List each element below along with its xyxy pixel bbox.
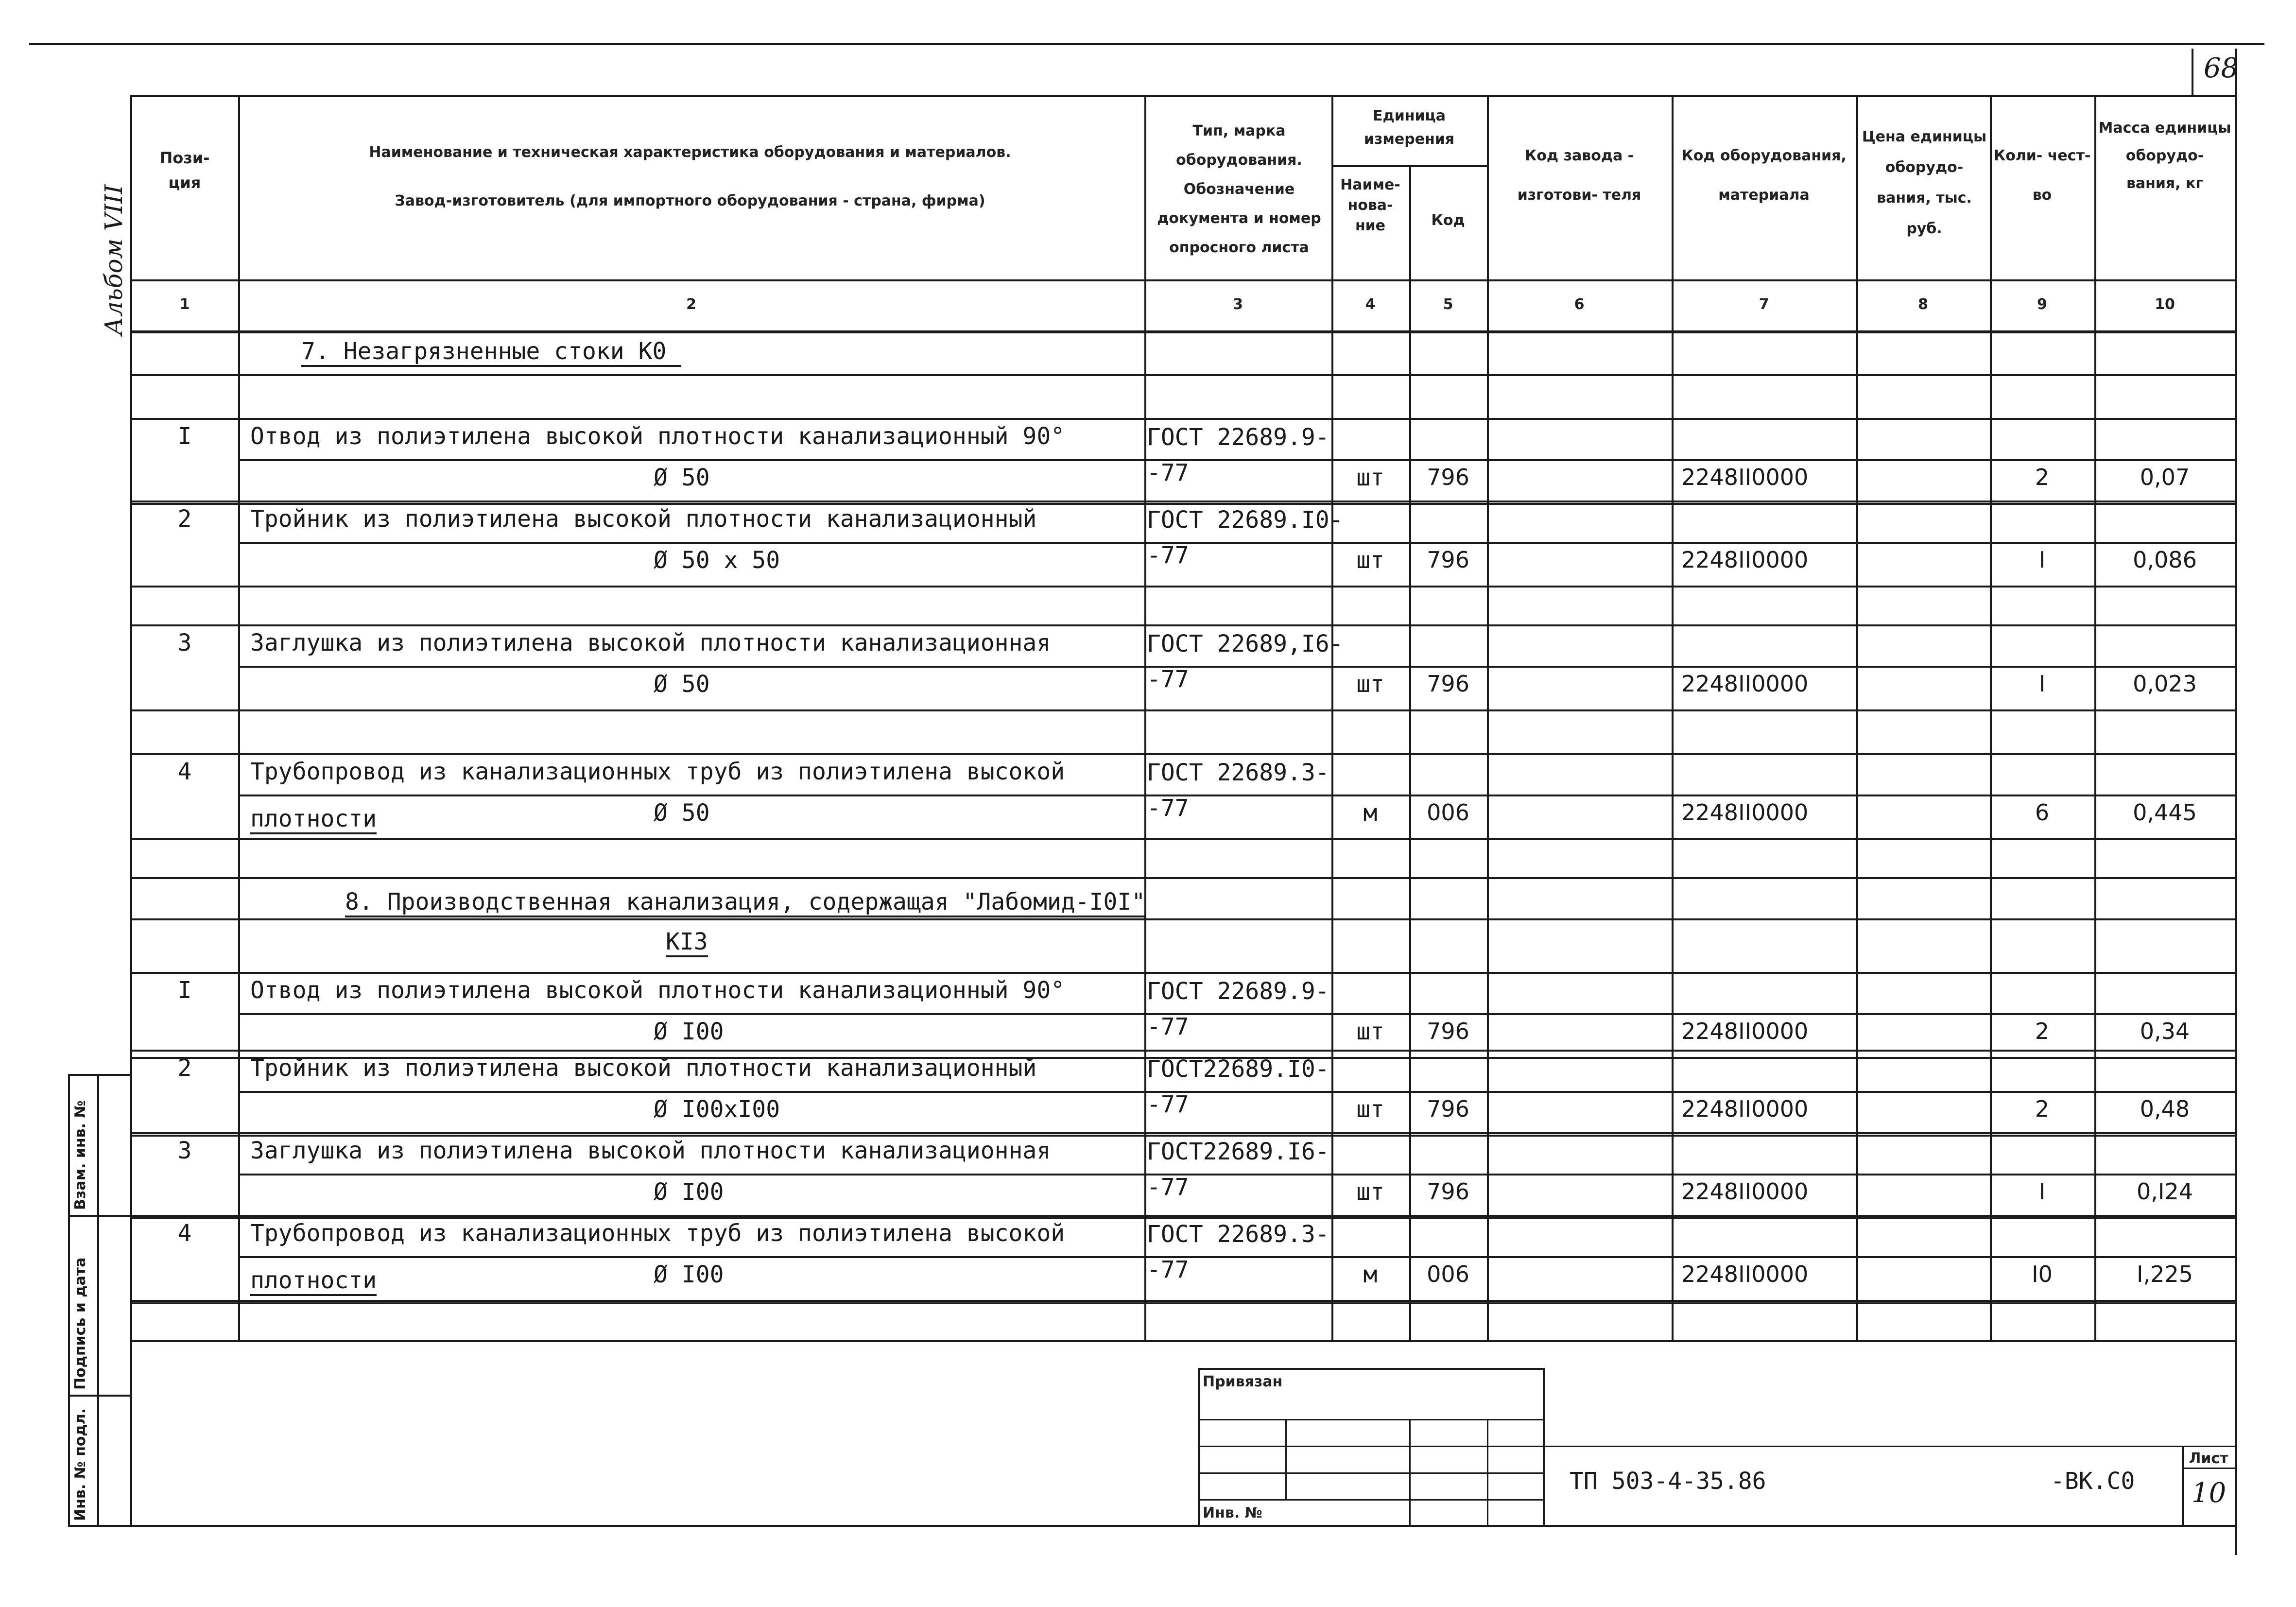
item-quantity: 2 [2035, 464, 2050, 490]
stamp-inv-no: Инв. № [1203, 1504, 1262, 1521]
section8-title-code: КI3 [666, 928, 708, 957]
item-position: 3 [177, 629, 192, 657]
row-line [131, 374, 2235, 376]
item-unit-code: 796 [1427, 1178, 1469, 1205]
item-gost-cont: -77 [1147, 1091, 1189, 1118]
stamp-top-line [1198, 1368, 1543, 1370]
colnum-8: 8 [1918, 296, 1928, 313]
row-line [131, 501, 2235, 502]
item-name: Тройник из полиэтилена высокой плотности канализационный [250, 1054, 1037, 1082]
stamp-line-a [1198, 1419, 1543, 1420]
item-unit-code: 796 [1427, 671, 1469, 697]
col-sep-2 [1144, 95, 1146, 1340]
colnum-6: 6 [1574, 296, 1585, 313]
item-quantity: I [2038, 1178, 2046, 1205]
item-gost-cont: -77 [1147, 1174, 1189, 1201]
hdr-col4: Наиме- нова- ние [1340, 176, 1400, 234]
row-line [131, 503, 2235, 505]
item-quantity: I [2038, 671, 2046, 697]
item-name: Отвод из полиэтилена высокой плотности канализационный 90° [250, 977, 1065, 1004]
col-sep-4 [1409, 165, 1411, 1340]
album-label: Альбом VIII [100, 184, 128, 335]
item-mass: I,225 [2137, 1261, 2193, 1287]
row-line [131, 1302, 2235, 1304]
doc-suffix: -ВК.С0 [2051, 1468, 2135, 1495]
item-name: Трубопровод из канализационных труб из полиэтилена высокой [250, 1220, 1065, 1247]
item-mass: 0,07 [2140, 464, 2190, 490]
stamp-line-c [1198, 1472, 1543, 1474]
item-gost: ГОСТ 22689.3- [1147, 1221, 1329, 1248]
item-unit: шт [1356, 1096, 1384, 1123]
hdr-col8: Цена единицы оборудо- вания, тыс. руб. [1862, 128, 1987, 237]
item-quantity: 2 [2035, 1018, 2050, 1044]
item-gost: ГОСТ 22689.I0- [1147, 506, 1344, 534]
item-size: Ø I00 [654, 1018, 724, 1045]
item-gost: ГОСТ 22689.3- [1147, 759, 1329, 786]
hdr-col2-line1: Наименование и техническая характеристика оборудования и материалов. [369, 144, 1011, 161]
frame-right [2235, 49, 2237, 1555]
row-line [238, 542, 2235, 544]
row-line [131, 1135, 2235, 1137]
item-gost-cont: -77 [1147, 1013, 1189, 1040]
item-material-code: 2248II0000 [1681, 1178, 1809, 1205]
item-unit: шт [1356, 1018, 1384, 1045]
item-position: 4 [177, 758, 192, 785]
item-name: Отвод из полиэтилена высокой плотности канализационный 90° [250, 423, 1065, 450]
side-stamp-sep1 [68, 1215, 131, 1217]
item-size: Ø 50 [654, 799, 710, 827]
colnum-5: 5 [1443, 296, 1453, 313]
item-gost: ГОСТ22689.I6- [1147, 1138, 1329, 1165]
hdr-col3: Тип, марка оборудования. Обозначение документа и номер опросного листа [1157, 122, 1321, 256]
item-name-cont: плотности [250, 1267, 377, 1296]
hdr-col9: Коли- чест- во [1993, 147, 2091, 204]
hdr-col10: Масса единицы оборудо- вания, кг [2098, 120, 2231, 192]
row-line [238, 1091, 2235, 1093]
item-gost: ГОСТ22689.I0- [1147, 1055, 1329, 1083]
row-line [238, 1013, 2235, 1015]
title-block-line [1543, 1446, 2235, 1447]
stamp-line-b [1198, 1446, 1543, 1447]
item-position: I [177, 423, 192, 450]
row-line [238, 666, 2235, 668]
col-sep-7 [1856, 95, 1858, 1340]
item-mass: 0,023 [2133, 671, 2197, 697]
side-podpis: Подпись и дата [72, 1257, 89, 1390]
sheet-number: 10 [2192, 1477, 2227, 1509]
header-bottom [131, 279, 2235, 281]
item-material-code: 2248II0000 [1681, 671, 1809, 697]
item-unit: м [1363, 799, 1378, 827]
col-sep-1 [238, 95, 240, 1340]
item-material-code: 2248II0000 [1681, 464, 1809, 490]
colnum-1: 1 [179, 296, 190, 313]
stamp-col-a [1285, 1419, 1287, 1499]
item-mass: 0,48 [2140, 1096, 2190, 1122]
item-gost-cont: -77 [1147, 666, 1189, 693]
colnum-3: 3 [1233, 296, 1243, 313]
hdr-col6: Код завода - изготови- теля [1517, 147, 1641, 204]
item-quantity: 2 [2035, 1096, 2050, 1122]
colnum-7: 7 [1759, 296, 1769, 313]
item-gost-cont: -77 [1147, 1256, 1189, 1283]
item-unit-code: 796 [1427, 1096, 1469, 1122]
row-line [131, 586, 2235, 588]
item-gost-cont: -77 [1147, 795, 1189, 822]
item-unit: шт [1356, 1178, 1384, 1206]
item-unit: шт [1356, 671, 1384, 698]
item-name: Тройник из полиэтилена высокой плотности канализационный [250, 505, 1037, 533]
item-mass: 0,34 [2140, 1018, 2190, 1044]
side-stamp-mid [97, 1074, 99, 1526]
row-line [131, 918, 2235, 920]
row-line [131, 1340, 2235, 1342]
row-line [131, 753, 2235, 755]
item-gost: ГОСТ 22689,I6- [1147, 630, 1344, 657]
item-size: Ø I00 [654, 1178, 724, 1206]
colnum-2: 2 [686, 296, 696, 313]
item-name: Заглушка из полиэтилена высокой плотности канализационная [250, 629, 1051, 657]
row-line [131, 709, 2235, 711]
item-gost-cont: -77 [1147, 459, 1189, 486]
item-size: Ø I00хI00 [654, 1096, 780, 1123]
frame-top [131, 95, 2235, 97]
col-sep-8 [1990, 95, 1992, 1340]
item-unit: шт [1356, 547, 1384, 574]
sheet-corner-number: 68 [2204, 52, 2239, 84]
row-line [131, 838, 2235, 840]
section7-title: 7. Незагрязненные стоки К0 [301, 338, 681, 367]
colnum-9: 9 [2037, 296, 2047, 313]
hdr-col1: Пози- ция [159, 149, 210, 192]
row-line [238, 459, 2235, 461]
item-unit-code: 006 [1427, 799, 1469, 826]
hdr-col7: Код оборудования, материала [1681, 147, 1847, 204]
item-size: Ø I00 [654, 1261, 724, 1288]
item-unit: м [1363, 1261, 1378, 1288]
col-sep-5 [1487, 95, 1489, 1340]
row-line [131, 1300, 2235, 1302]
row-line [238, 795, 2235, 796]
side-vzam: Взам. инв. № [72, 1100, 89, 1210]
side-inv: Инв. № подл. [72, 1408, 89, 1521]
item-mass: 0,445 [2133, 799, 2197, 826]
item-size: Ø 50 [654, 464, 710, 491]
item-position: 2 [177, 1054, 192, 1082]
item-quantity: I [2038, 547, 2046, 573]
col-sep-9 [2094, 95, 2096, 1340]
item-mass: 0,086 [2133, 547, 2197, 573]
item-name-cont: плотности [250, 805, 377, 834]
stamp-col-c [1487, 1419, 1488, 1525]
item-size: Ø 50 х 50 [654, 547, 780, 574]
row-line [131, 1132, 2235, 1134]
item-gost: ГОСТ 22689.9- [1147, 978, 1329, 1005]
item-material-code: 2248II0000 [1681, 1261, 1809, 1287]
row-line [131, 877, 2235, 879]
hdr-col45: Единица измерения [1364, 107, 1455, 148]
item-position: I [177, 977, 192, 1004]
item-unit-code: 796 [1427, 1018, 1469, 1044]
row-line [131, 1215, 2235, 1217]
colnum-4: 4 [1365, 296, 1376, 313]
row-line [131, 1050, 2235, 1052]
frame-bottom [68, 1525, 2235, 1527]
col-sep-3 [1331, 95, 1333, 1340]
item-unit: шт [1356, 464, 1384, 491]
item-quantity: 6 [2035, 799, 2050, 826]
header-numbers-bottom [131, 330, 2235, 333]
item-position: 2 [177, 505, 192, 533]
item-material-code: 2248II0000 [1681, 799, 1809, 826]
hdr-col5: Код [1431, 212, 1465, 229]
corner-box-left [2192, 49, 2193, 95]
stamp-col-b [1409, 1419, 1411, 1525]
item-position: 4 [177, 1220, 192, 1247]
stamp-privyazan: Привязан [1203, 1373, 1283, 1390]
row-line [131, 418, 2235, 420]
row-line [238, 1256, 2235, 1258]
item-unit-code: 006 [1427, 1261, 1469, 1287]
item-size: Ø 50 [654, 671, 710, 698]
sheet-label: Лист [2189, 1450, 2228, 1467]
stamp-line-d [1198, 1499, 1543, 1501]
item-gost: ГОСТ 22689.9- [1147, 424, 1329, 451]
hdr-col2-line2: Завод-изготовитель (для импортного оборудования - страна, фирма) [395, 192, 985, 209]
col-sep-6 [1672, 95, 1674, 1340]
item-mass: 0,I24 [2137, 1178, 2193, 1205]
side-stamp-sep2 [68, 1395, 131, 1397]
row-line [238, 1174, 2235, 1175]
item-unit-code: 796 [1427, 547, 1469, 573]
side-stamp-left [68, 1074, 70, 1526]
section8-title: 8. Производственная канализация, содержащая "Лабомид-I0I" [345, 888, 1145, 917]
item-name: Заглушка из полиэтилена высокой плотности канализационная [250, 1137, 1051, 1164]
side-stamp-top [68, 1074, 131, 1076]
row-line [131, 1217, 2235, 1219]
item-quantity: I0 [2032, 1261, 2053, 1287]
item-unit-code: 796 [1427, 464, 1469, 490]
row-line [131, 624, 2235, 626]
top-border [29, 43, 2264, 45]
item-name: Трубопровод из канализационных труб из полиэтилена высокой [250, 758, 1065, 785]
item-material-code: 2248II0000 [1681, 547, 1809, 573]
row-line [131, 972, 2235, 974]
doc-code: ТП 503-4-35.86 [1570, 1468, 1766, 1495]
item-gost-cont: -77 [1147, 542, 1189, 569]
item-material-code: 2248II0000 [1681, 1096, 1809, 1122]
item-material-code: 2248II0000 [1681, 1018, 1809, 1044]
colnum-10: 10 [2155, 296, 2175, 313]
item-position: 3 [177, 1137, 192, 1164]
